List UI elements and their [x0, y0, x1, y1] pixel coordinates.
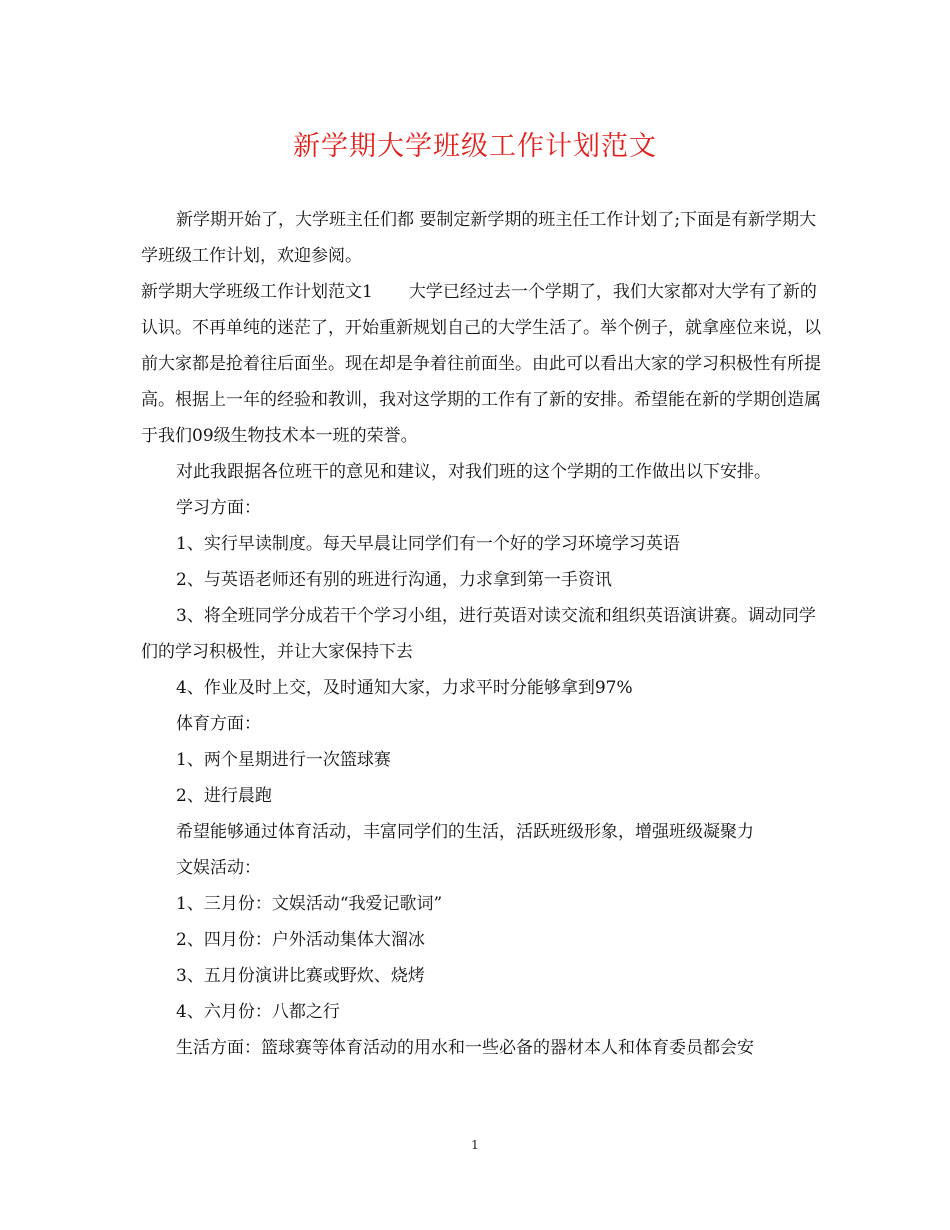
plan-heading: 新学期大学班级工作计划范文1 — [141, 282, 373, 302]
document-title: 新学期大学班级工作计划范文 — [293, 131, 657, 162]
sports-item-2: 2、进行晨跑 — [176, 786, 272, 806]
study-item-2: 2、与英语老师还有别的班进行沟通，力求拿到第一手资讯 — [176, 570, 612, 590]
arts-item-1: 1、三月份：文娱活动“我爱记歌词” — [176, 894, 443, 914]
study-heading: 学习方面： — [176, 498, 261, 518]
life-paragraph: 生活方面：篮球赛等体育活动的用水和一些必备的器材本人和体育委员都会安 — [176, 1038, 754, 1058]
arrangement-paragraph: 对此我跟据各位班干的意见和建议，对我们班的这个学期的工作做出以下安排。 — [176, 462, 771, 482]
arts-item-4: 4、六月份：八都之行 — [176, 1002, 340, 1022]
plan-paragraph — [141, 274, 821, 454]
arts-item-2: 2、四月份：户外活动集体大溜冰 — [176, 930, 425, 950]
arts-item-3: 3、五月份演讲比赛或野炊、烧烤 — [176, 966, 425, 986]
study-item-4: 4、作业及时上交，及时通知大家，力求平时分能够拿到97% — [176, 678, 633, 698]
intro-paragraph: 新学期开始了，大学班主任们都 要制定新学期的班主任工作计划了;下面是有新学期大学班级工作计划，欢迎参阅。 — [141, 210, 817, 266]
sports-summary: 希望能够通过体育活动，丰富同学们的生活，活跃班级形象，增强班级凝聚力 — [176, 822, 754, 842]
arts-heading: 文娱活动： — [176, 858, 261, 878]
document-body — [141, 202, 821, 1066]
plan-body: 大学已经过去一个学期了，我们大家都对大学有了新的认识。不再单纯的迷茫了，开始重新规划自己的大学生活了。举个例子，就拿座位来说，以前大家都是抢着往后面坐。现在却是争着往前面坐。由此可以看出大家的学习积极性有所提高。根据上一年的经验和教训，我对这学期的工作有了新的安排。希望能在新的学期创造属于我们09级生物技术本一班的荣誉。 — [141, 282, 821, 446]
study-item-1: 1、实行早读制度。每天早晨让同学们有一个好的学习环境学习英语 — [176, 534, 680, 554]
page-number: 1 — [471, 1138, 479, 1152]
sports-item-1: 1、两个星期进行一次篮球赛 — [176, 750, 391, 770]
study-item-3: 3、将全班同学分成若干个学习小组，进行英语对读交流和组织英语演讲赛。调动同学们的学习积极性，并让大家保持下去 — [141, 606, 816, 662]
sports-heading: 体育方面： — [176, 714, 261, 734]
